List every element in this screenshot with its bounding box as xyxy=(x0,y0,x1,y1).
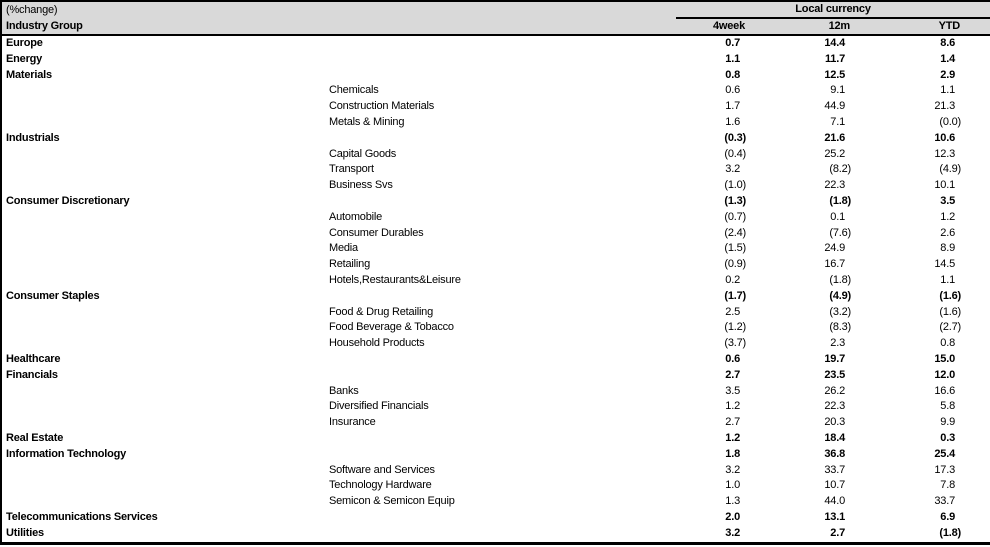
sub-industry-cell xyxy=(327,68,676,84)
industry-group-cell xyxy=(1,83,327,99)
value-cell: 0.6 xyxy=(725,352,740,365)
sub-industry-cell xyxy=(327,131,676,147)
table-row xyxy=(1,194,990,210)
value-cell: 33.7 xyxy=(824,463,845,476)
table-header xyxy=(1,1,990,35)
industry-group-cell: Consumer Discretionary xyxy=(6,194,130,207)
industry-group-cell: Europe xyxy=(6,37,43,49)
table-row xyxy=(1,336,990,352)
value-cell: 9.1 xyxy=(830,84,845,97)
spacer-cell xyxy=(963,384,990,400)
table-row xyxy=(1,494,990,510)
value-cell: 7.8 xyxy=(940,479,955,492)
value-cell: 5.8 xyxy=(940,400,955,413)
column-header-12m: 12m xyxy=(748,18,853,35)
spacer-cell xyxy=(963,241,990,257)
table-row xyxy=(1,210,990,226)
value-cell: 10.7 xyxy=(824,479,845,492)
currency-group-header: Local currency xyxy=(676,1,990,18)
value-cell: 2.9 xyxy=(940,68,955,81)
spacer-cell xyxy=(963,52,990,68)
sub-industry-cell: Chemicals xyxy=(329,84,379,97)
caption-row xyxy=(1,1,990,18)
sub-industry-cell: Business Svs xyxy=(329,179,393,192)
value-cell: 10.6 xyxy=(934,131,955,144)
sub-industry-cell xyxy=(327,526,676,543)
spacer-cell xyxy=(963,494,990,510)
value-cell: (4.9) xyxy=(829,289,851,302)
spacer-cell xyxy=(963,147,990,163)
spacer-cell xyxy=(963,399,990,415)
table-row xyxy=(1,99,990,115)
industry-group-cell: Utilities xyxy=(6,526,44,539)
spacer-cell xyxy=(963,526,990,543)
sub-industry-cell xyxy=(327,194,676,210)
spacer-cell xyxy=(963,210,990,226)
industry-group-cell xyxy=(1,115,327,131)
value-cell: 7.1 xyxy=(830,115,845,128)
sub-industry-cell xyxy=(327,52,676,68)
sub-industry-cell xyxy=(327,289,676,305)
table-row xyxy=(1,447,990,463)
value-cell: (1.6) xyxy=(939,305,961,318)
value-cell: 16.7 xyxy=(824,258,845,271)
value-cell: 44.0 xyxy=(824,495,845,508)
value-cell: 1.2 xyxy=(940,210,955,223)
industry-group-cell xyxy=(1,241,327,257)
value-cell: (0.9) xyxy=(724,258,746,271)
value-cell: 12.5 xyxy=(824,68,845,81)
value-cell: 0.8 xyxy=(725,68,740,81)
industry-group-cell xyxy=(1,257,327,273)
sub-industry-cell: Insurance xyxy=(329,416,376,429)
value-cell: 0.3 xyxy=(940,431,955,444)
value-cell: 1.7 xyxy=(725,100,740,113)
spacer-cell xyxy=(963,68,990,84)
value-cell: (8.2) xyxy=(829,163,851,176)
industry-group-cell xyxy=(1,162,327,178)
value-cell: 21.3 xyxy=(934,100,955,113)
table-row xyxy=(1,368,990,384)
table-row xyxy=(1,415,990,431)
spacer-cell xyxy=(963,463,990,479)
sub-industry-cell xyxy=(327,431,676,447)
value-cell: (2.4) xyxy=(724,226,746,239)
sub-industry-cell xyxy=(327,510,676,526)
industry-group-cell: Healthcare xyxy=(6,352,61,365)
table-row xyxy=(1,289,990,305)
table-row xyxy=(1,147,990,163)
value-cell: 0.7 xyxy=(725,37,740,49)
industry-group-cell: Energy xyxy=(6,52,43,65)
table-row xyxy=(1,305,990,321)
industry-group-cell: Real Estate xyxy=(6,431,64,444)
industry-group-cell: Information Technology xyxy=(6,447,127,460)
spacer-cell xyxy=(963,178,990,194)
sub-industry-cell: Semicon & Semicon Equip xyxy=(329,495,455,508)
sub-industry-cell xyxy=(327,447,676,463)
industry-group-cell xyxy=(1,336,327,352)
sub-industry-cell: Technology Hardware xyxy=(329,479,432,492)
value-cell: 13.1 xyxy=(824,510,845,523)
spacer-cell xyxy=(963,352,990,368)
table-row xyxy=(1,52,990,68)
value-cell: 1.1 xyxy=(725,52,740,65)
industry-group-cell xyxy=(1,99,327,115)
table-row xyxy=(1,463,990,479)
table-row xyxy=(1,399,990,415)
sub-industry-cell: Banks xyxy=(329,384,359,397)
value-cell: 1.0 xyxy=(725,479,740,492)
value-cell: 0.6 xyxy=(725,84,740,97)
sub-industry-cell: Food & Drug Retailing xyxy=(329,305,434,318)
spacer-cell xyxy=(963,99,990,115)
value-cell: 3.5 xyxy=(940,194,955,207)
industry-group-cell xyxy=(1,320,327,336)
value-cell: 21.6 xyxy=(824,131,845,144)
table-row xyxy=(1,431,990,447)
spacer-cell xyxy=(963,431,990,447)
value-cell: 20.3 xyxy=(824,416,845,429)
sub-industry-cell: Food Beverage & Tobacco xyxy=(329,321,454,334)
table-row xyxy=(1,115,990,131)
value-cell: (1.0) xyxy=(724,179,746,192)
value-cell: (1.7) xyxy=(724,289,746,302)
spacer-cell xyxy=(963,115,990,131)
value-cell: 24.9 xyxy=(824,242,845,255)
value-cell: 25.2 xyxy=(824,147,845,160)
table-row xyxy=(1,178,990,194)
sub-industry-cell: Automobile xyxy=(329,210,383,223)
value-cell: (4.9) xyxy=(939,163,961,176)
sub-industry-cell xyxy=(327,368,676,384)
table-body xyxy=(1,35,990,543)
value-cell: (1.8) xyxy=(829,194,851,207)
value-cell: 44.9 xyxy=(824,100,845,113)
spacer-cell xyxy=(963,368,990,384)
table-row xyxy=(1,526,990,543)
industry-group-cell xyxy=(1,226,327,242)
industry-group-column-header: Industry Group xyxy=(1,18,676,35)
spacer-cell xyxy=(963,447,990,463)
industry-group-cell xyxy=(1,415,327,431)
sub-industry-cell: Software and Services xyxy=(329,463,435,476)
value-cell: 2.7 xyxy=(725,368,740,381)
value-cell: (3.2) xyxy=(829,305,851,318)
value-cell: 1.2 xyxy=(725,431,740,444)
table-row xyxy=(1,35,990,52)
value-cell: 1.8 xyxy=(725,447,740,460)
industry-group-cell: Financials xyxy=(6,368,58,381)
table-row xyxy=(1,162,990,178)
value-cell: 36.8 xyxy=(824,447,845,460)
value-cell: 2.3 xyxy=(830,337,845,350)
value-cell: (0.3) xyxy=(724,131,746,144)
value-cell: 11.7 xyxy=(824,52,845,65)
sub-industry-cell: Metals & Mining xyxy=(329,115,405,128)
value-cell: 2.5 xyxy=(725,305,740,318)
table-row xyxy=(1,131,990,147)
column-header-4week: 4week xyxy=(676,18,748,35)
value-cell: 0.1 xyxy=(830,210,845,223)
value-cell: 3.2 xyxy=(725,463,740,476)
value-cell: 14.5 xyxy=(934,258,955,271)
value-cell: (0.4) xyxy=(724,147,746,160)
value-cell: 8.6 xyxy=(940,37,955,49)
value-cell: 3.5 xyxy=(725,384,740,397)
value-cell: 25.4 xyxy=(934,447,955,460)
table-row xyxy=(1,68,990,84)
spacer-cell xyxy=(963,289,990,305)
value-cell: (1.8) xyxy=(829,273,851,286)
sub-industry-cell: Retailing xyxy=(329,258,371,271)
sub-industry-cell: Capital Goods xyxy=(329,147,397,160)
sub-industry-cell: Consumer Durables xyxy=(329,226,424,239)
spacer-cell xyxy=(963,257,990,273)
value-cell: 1.3 xyxy=(725,495,740,508)
spacer-cell xyxy=(963,478,990,494)
industry-group-cell xyxy=(1,384,327,400)
spacer-cell xyxy=(963,320,990,336)
value-cell: 1.1 xyxy=(940,84,955,97)
value-cell: 3.2 xyxy=(725,526,740,539)
sub-industry-cell: Household Products xyxy=(329,337,425,350)
value-cell: 19.7 xyxy=(824,352,845,365)
value-cell: 10.1 xyxy=(934,179,955,192)
value-cell: 1.2 xyxy=(725,400,740,413)
header-spacer-cell xyxy=(963,18,990,35)
sub-industry-cell xyxy=(327,352,676,368)
value-cell: 15.0 xyxy=(934,352,955,365)
industry-group-cell xyxy=(1,463,327,479)
industry-group-cell xyxy=(1,478,327,494)
spacer-cell xyxy=(963,162,990,178)
value-cell: 2.6 xyxy=(940,226,955,239)
value-cell: 0.8 xyxy=(940,337,955,350)
value-cell: 1.6 xyxy=(725,115,740,128)
table-row xyxy=(1,478,990,494)
spacer-cell xyxy=(963,226,990,242)
value-cell: 1.4 xyxy=(940,52,955,65)
value-cell: 18.4 xyxy=(824,431,845,444)
industry-group-cell xyxy=(1,147,327,163)
sub-industry-cell: Hotels,Restaurants&Leisure xyxy=(329,273,461,286)
value-cell: (8.3) xyxy=(829,321,851,334)
spacer-cell xyxy=(963,131,990,147)
value-cell: (1.2) xyxy=(724,321,746,334)
value-cell: (0.0) xyxy=(939,115,961,128)
value-cell: 8.9 xyxy=(940,242,955,255)
table-row xyxy=(1,241,990,257)
value-cell: 1.1 xyxy=(940,273,955,286)
value-cell: 17.3 xyxy=(934,463,955,476)
value-cell: 22.3 xyxy=(824,400,845,413)
spacer-cell xyxy=(963,194,990,210)
value-cell: 6.9 xyxy=(940,510,955,523)
spacer-cell xyxy=(963,273,990,289)
value-cell: 2.7 xyxy=(830,526,845,539)
table-row xyxy=(1,384,990,400)
industry-group-cell xyxy=(1,273,327,289)
value-cell: 14.4 xyxy=(824,37,845,49)
industry-group-cell xyxy=(1,210,327,226)
sub-industry-cell: Construction Materials xyxy=(329,100,435,113)
table-row xyxy=(1,510,990,526)
sub-industry-cell: Transport xyxy=(329,163,374,176)
spacer-cell xyxy=(963,35,990,52)
industry-group-cell: Materials xyxy=(6,68,52,81)
value-cell: 3.2 xyxy=(725,163,740,176)
table-row xyxy=(1,320,990,336)
table-caption: (%change) xyxy=(1,1,676,18)
table-row xyxy=(1,352,990,368)
industry-group-cell: Telecommunications Services xyxy=(6,510,158,523)
value-cell: (3.7) xyxy=(724,337,746,350)
table-row xyxy=(1,273,990,289)
sub-industry-cell xyxy=(327,35,676,52)
industry-group-cell xyxy=(1,305,327,321)
value-cell: (0.7) xyxy=(724,210,746,223)
value-cell: 9.9 xyxy=(940,416,955,429)
sub-industry-cell: Media xyxy=(329,242,358,255)
spacer-cell xyxy=(963,336,990,352)
value-cell: 2.0 xyxy=(725,510,740,523)
value-cell: (1.6) xyxy=(939,289,961,302)
column-header-row xyxy=(1,18,990,35)
table-row xyxy=(1,226,990,242)
value-cell: 23.5 xyxy=(824,368,845,381)
spacer-cell xyxy=(963,510,990,526)
value-cell: 2.7 xyxy=(725,416,740,429)
value-cell: (1.8) xyxy=(939,526,961,539)
industry-group-cell: Industrials xyxy=(6,131,60,144)
value-cell: 22.3 xyxy=(824,179,845,192)
industry-group-cell xyxy=(1,494,327,510)
value-cell: 33.7 xyxy=(934,495,955,508)
table-row xyxy=(1,257,990,273)
value-cell: 16.6 xyxy=(934,384,955,397)
sub-industry-cell: Diversified Financials xyxy=(329,400,429,413)
spacer-cell xyxy=(963,305,990,321)
industry-group-cell: Consumer Staples xyxy=(6,289,100,302)
spacer-cell xyxy=(963,415,990,431)
value-cell: 12.3 xyxy=(934,147,955,160)
industry-group-cell xyxy=(1,178,327,194)
value-cell: 0.2 xyxy=(725,273,740,286)
value-cell: (1.3) xyxy=(724,194,746,207)
spacer-cell xyxy=(963,83,990,99)
industry-group-cell xyxy=(1,399,327,415)
column-header-ytd: YTD xyxy=(853,18,963,35)
value-cell: 26.2 xyxy=(824,384,845,397)
value-cell: (1.5) xyxy=(724,242,746,255)
value-cell: (7.6) xyxy=(829,226,851,239)
table-row xyxy=(1,83,990,99)
value-cell: (2.7) xyxy=(939,321,961,334)
value-cell: 12.0 xyxy=(934,368,955,381)
